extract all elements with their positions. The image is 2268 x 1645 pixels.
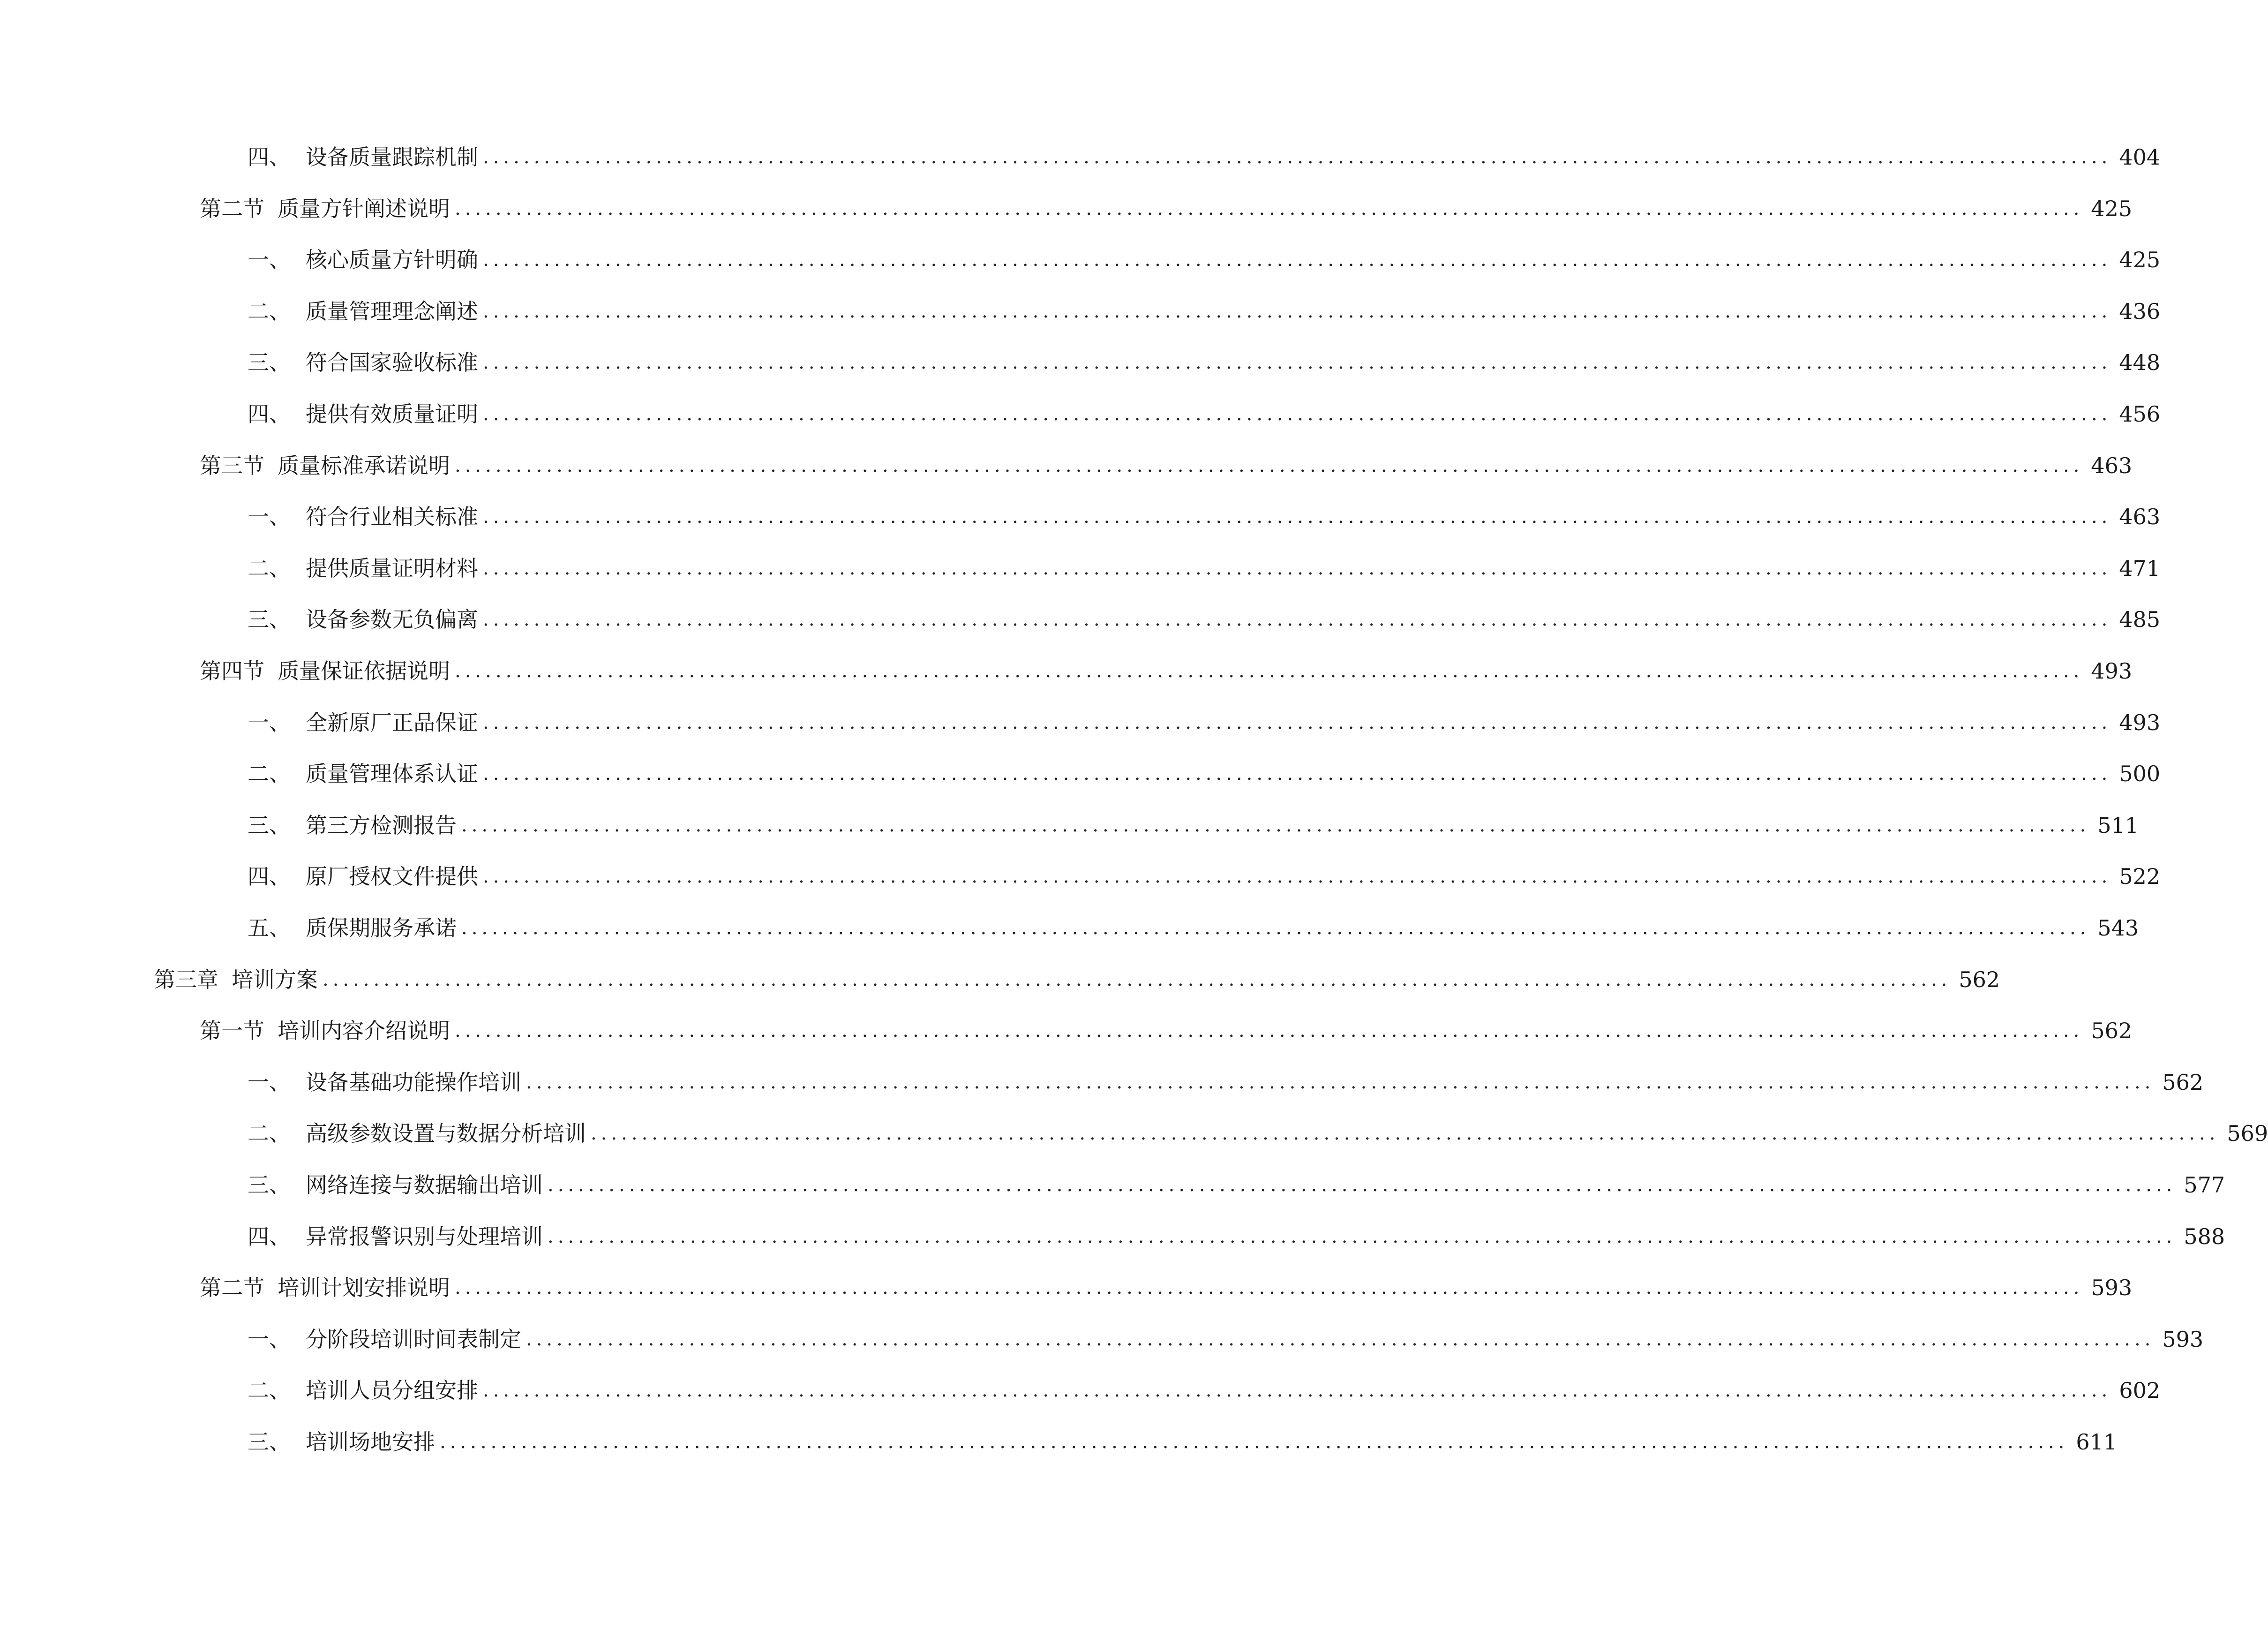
toc-entry-page-number: 588: [2184, 1224, 2225, 1249]
toc-entry-page-number: 569: [2227, 1121, 2268, 1146]
toc-entry-number: 二、: [248, 299, 291, 324]
toc-dot-leader: ................................................................................................................................................................: [548, 1226, 2177, 1247]
toc-entry-item[interactable]: [248, 498, 2161, 536]
toc-entry-title: 质量方针阐述说明: [278, 196, 450, 221]
toc-entry-label: [200, 190, 450, 227]
toc-entry-page-number: 493: [2091, 658, 2133, 684]
toc-entry-section[interactable]: [200, 1012, 2133, 1049]
toc-entry-label: [248, 241, 478, 279]
toc-entry-title: 培训方案: [232, 967, 318, 992]
toc-entry-item[interactable]: [248, 395, 2161, 433]
toc-entry-label: [154, 961, 318, 998]
toc-entry-item[interactable]: [248, 1166, 2225, 1204]
toc-entry-item[interactable]: [248, 1423, 2118, 1461]
toc-entry-page-number: 511: [2097, 813, 2139, 838]
toc-entry-item[interactable]: [248, 601, 2161, 638]
toc-entry-page-number: 611: [2076, 1429, 2118, 1455]
toc-entry-title: 质量管理体系认证: [306, 761, 478, 786]
toc-entry-label: [248, 138, 478, 176]
toc-entry-section[interactable]: [200, 190, 2133, 227]
toc-entry-number: 四、: [248, 401, 291, 427]
toc-dot-leader: ................................................................................................................................................................: [483, 249, 2112, 271]
toc-dot-leader: ................................................................................................................................................................: [483, 558, 2112, 579]
toc-entry-title: 培训计划安排说明: [278, 1275, 450, 1300]
toc-entry-number: 三、: [248, 1172, 291, 1198]
toc-entry-number: 二、: [248, 1121, 291, 1146]
toc-entry-item[interactable]: [248, 909, 2139, 947]
toc-entry-label: [200, 447, 450, 484]
toc-entry-item[interactable]: [248, 755, 2161, 792]
toc-entry-chapter[interactable]: [154, 961, 2000, 998]
toc-dot-leader: ................................................................................................................................................................: [526, 1328, 2155, 1350]
toc-dot-leader: ................................................................................................................................................................: [483, 712, 2112, 733]
toc-entry-title: 培训人员分组安排: [306, 1378, 478, 1403]
toc-entry-title: 质保期服务承诺: [306, 915, 457, 941]
toc-entry-label: [248, 704, 478, 741]
toc-entry-page-number: 543: [2097, 915, 2139, 941]
toc-dot-leader: ................................................................................................................................................................: [483, 1380, 2112, 1401]
toc-entry-number: 第三节: [200, 453, 264, 478]
toc-entry-item[interactable]: [248, 1321, 2204, 1358]
toc-dot-leader: ................................................................................................................................................................: [483, 609, 2112, 630]
toc-entry-item[interactable]: [248, 293, 2161, 330]
toc-dot-leader: ................................................................................................................................................................: [483, 403, 2112, 425]
toc-entry-number: 二、: [248, 761, 291, 786]
toc-entry-section[interactable]: [200, 447, 2133, 484]
toc-entry-title: 高级参数设置与数据分析培训: [306, 1121, 586, 1146]
toc-entry-number: 一、: [248, 1327, 291, 1352]
toc-entry-title: 网络连接与数据输出培训: [306, 1172, 543, 1198]
toc-entry-page-number: 404: [2119, 144, 2161, 170]
toc-entry-title: 提供质量证明材料: [306, 556, 478, 581]
toc-entry-page-number: 448: [2119, 350, 2161, 375]
toc-entry-label: [248, 344, 478, 381]
toc-entry-number: 二、: [248, 556, 291, 581]
toc-entry-page-number: 463: [2091, 453, 2133, 478]
toc-dot-leader: ................................................................................................................................................................: [461, 917, 2090, 939]
toc-entry-page-number: 425: [2119, 247, 2161, 272]
toc-entry-label: [248, 293, 478, 330]
toc-entry-label: [248, 1372, 478, 1409]
toc-entry-title: 核心质量方针明确: [306, 247, 478, 272]
toc-entry-label: [248, 1064, 521, 1101]
toc-entry-page-number: 485: [2119, 607, 2161, 632]
toc-entry-number: 三、: [248, 607, 291, 632]
toc-entry-item[interactable]: [248, 138, 2161, 176]
toc-entry-page-number: 593: [2091, 1275, 2133, 1300]
toc-entry-item[interactable]: [248, 1064, 2204, 1101]
toc-entry-number: 三、: [248, 1429, 291, 1455]
toc-dot-leader: ................................................................................................................................................................: [455, 455, 2084, 476]
toc-entry-number: 二、: [248, 1378, 291, 1403]
toc-entry-page-number: 471: [2119, 556, 2161, 581]
toc-entry-number: 一、: [248, 247, 291, 272]
toc-entry-label: [248, 1166, 543, 1204]
toc-entry-title: 质量管理理念阐述: [306, 299, 478, 324]
toc-entry-item[interactable]: [248, 344, 2161, 381]
toc-entry-page-number: 493: [2119, 710, 2161, 735]
toc-dot-leader: ................................................................................................................................................................: [483, 352, 2112, 373]
toc-dot-leader: ................................................................................................................................................................: [440, 1431, 2069, 1453]
toc-entry-page-number: 593: [2162, 1327, 2204, 1352]
toc-dot-leader: ................................................................................................................................................................: [483, 506, 2112, 528]
toc-entry-title: 培训场地安排: [306, 1429, 435, 1455]
toc-dot-leader: ................................................................................................................................................................: [483, 763, 2112, 785]
toc-dot-leader: ................................................................................................................................................................: [455, 1020, 2084, 1041]
toc-entry-page-number: 436: [2119, 299, 2161, 324]
toc-entry-section[interactable]: [200, 1269, 2133, 1306]
toc-entry-page-number: 602: [2119, 1378, 2161, 1403]
toc-entry-page-number: 562: [2091, 1018, 2133, 1043]
toc-dot-leader: ................................................................................................................................................................: [483, 866, 2112, 887]
toc-entry-page-number: 463: [2119, 504, 2161, 529]
toc-entry-item[interactable]: [248, 1218, 2225, 1255]
toc-entry-title: 质量标准承诺说明: [278, 453, 450, 478]
toc-entry-number: 第一节: [200, 1018, 264, 1043]
toc-entry-page-number: 562: [1959, 967, 2000, 992]
toc-entry-label: [248, 1218, 543, 1255]
toc-entry-title: 质量保证依据说明: [278, 658, 450, 684]
toc-entry-title: 培训内容介绍说明: [278, 1018, 450, 1043]
toc-entry-label: [248, 1321, 521, 1358]
toc-entry-page-number: 425: [2091, 196, 2133, 221]
toc-entry-title: 符合国家验收标准: [306, 350, 478, 375]
toc-entry-number: 第二节: [200, 1275, 264, 1300]
toc-entry-page-number: 562: [2162, 1070, 2204, 1095]
toc-entry-page-number: 456: [2119, 401, 2161, 427]
toc-dot-leader: ................................................................................................................................................................: [455, 660, 2084, 682]
toc-entry-title: 设备参数无负偏离: [306, 607, 478, 632]
toc-entry-number: 三、: [248, 350, 291, 375]
toc-entry-label: [200, 1012, 450, 1049]
toc-entry-label: [200, 1269, 450, 1306]
toc-entry-number: 一、: [248, 504, 291, 529]
toc-entry-item[interactable]: [248, 241, 2161, 279]
toc-entry-number: 第二节: [200, 196, 264, 221]
toc-dot-leader: ................................................................................................................................................................: [483, 301, 2112, 322]
toc-entry-number: 一、: [248, 1070, 291, 1095]
toc-entry-title: 设备质量跟踪机制: [306, 144, 478, 170]
toc-entry-label: [248, 550, 478, 587]
toc-entry-page-number: 500: [2119, 761, 2161, 786]
toc-entry-item[interactable]: [248, 1372, 2161, 1409]
toc-entry-title: 分阶段培训时间表制定: [306, 1327, 521, 1352]
toc-entry-label: [248, 755, 478, 792]
toc-entry-title: 原厂授权文件提供: [306, 864, 478, 889]
toc-dot-leader: ................................................................................................................................................................: [323, 969, 1952, 990]
toc-entry-item[interactable]: [248, 704, 2161, 741]
toc-entry-title: 异常报警识别与处理培训: [306, 1224, 543, 1249]
toc-entry-item[interactable]: [248, 550, 2161, 587]
toc-entry-item[interactable]: [248, 858, 2161, 895]
toc-entry-label: [248, 858, 478, 895]
toc-entry-number: 三、: [248, 813, 291, 838]
toc-entry-label: [200, 652, 450, 690]
toc-entry-label: [248, 807, 457, 844]
toc-dot-leader: ................................................................................................................................................................: [461, 815, 2090, 836]
toc-entry-page-number: 577: [2184, 1172, 2225, 1198]
toc-dot-leader: ................................................................................................................................................................: [591, 1123, 2220, 1144]
toc-entry-number: 四、: [248, 1224, 291, 1249]
toc-dot-leader: ................................................................................................................................................................: [483, 146, 2112, 168]
toc-entry-number: 五、: [248, 915, 291, 941]
toc-entry-label: [248, 1115, 586, 1152]
toc-dot-leader: ................................................................................................................................................................: [526, 1072, 2155, 1093]
toc-entry-title: 提供有效质量证明: [306, 401, 478, 427]
toc-entry-number: 四、: [248, 144, 291, 170]
toc-entry-section[interactable]: [200, 652, 2133, 690]
toc-dot-leader: ................................................................................................................................................................: [455, 1277, 2084, 1298]
toc-entry-page-number: 522: [2119, 864, 2161, 889]
toc-entry-number: 四、: [248, 864, 291, 889]
toc-dot-leader: ................................................................................................................................................................: [455, 198, 2084, 219]
toc-entry-item[interactable]: [248, 807, 2139, 844]
toc-entry-item[interactable]: [248, 1115, 2268, 1152]
toc-entry-title: 设备基础功能操作培训: [306, 1070, 521, 1095]
toc-entry-title: 全新原厂正品保证: [306, 710, 478, 735]
toc-entry-label: [248, 395, 478, 433]
toc-entry-label: [248, 909, 457, 947]
toc-entry-label: [248, 1423, 435, 1461]
toc-entry-number: 第四节: [200, 658, 264, 684]
toc-entry-number: 第三章: [154, 967, 218, 992]
toc-entry-label: [248, 498, 478, 536]
toc-entry-label: [248, 601, 478, 638]
toc-dot-leader: ................................................................................................................................................................: [548, 1174, 2177, 1196]
toc-entry-title: 第三方检测报告: [306, 813, 457, 838]
toc-entry-title: 符合行业相关标准: [306, 504, 478, 529]
toc-entry-number: 一、: [248, 710, 291, 735]
